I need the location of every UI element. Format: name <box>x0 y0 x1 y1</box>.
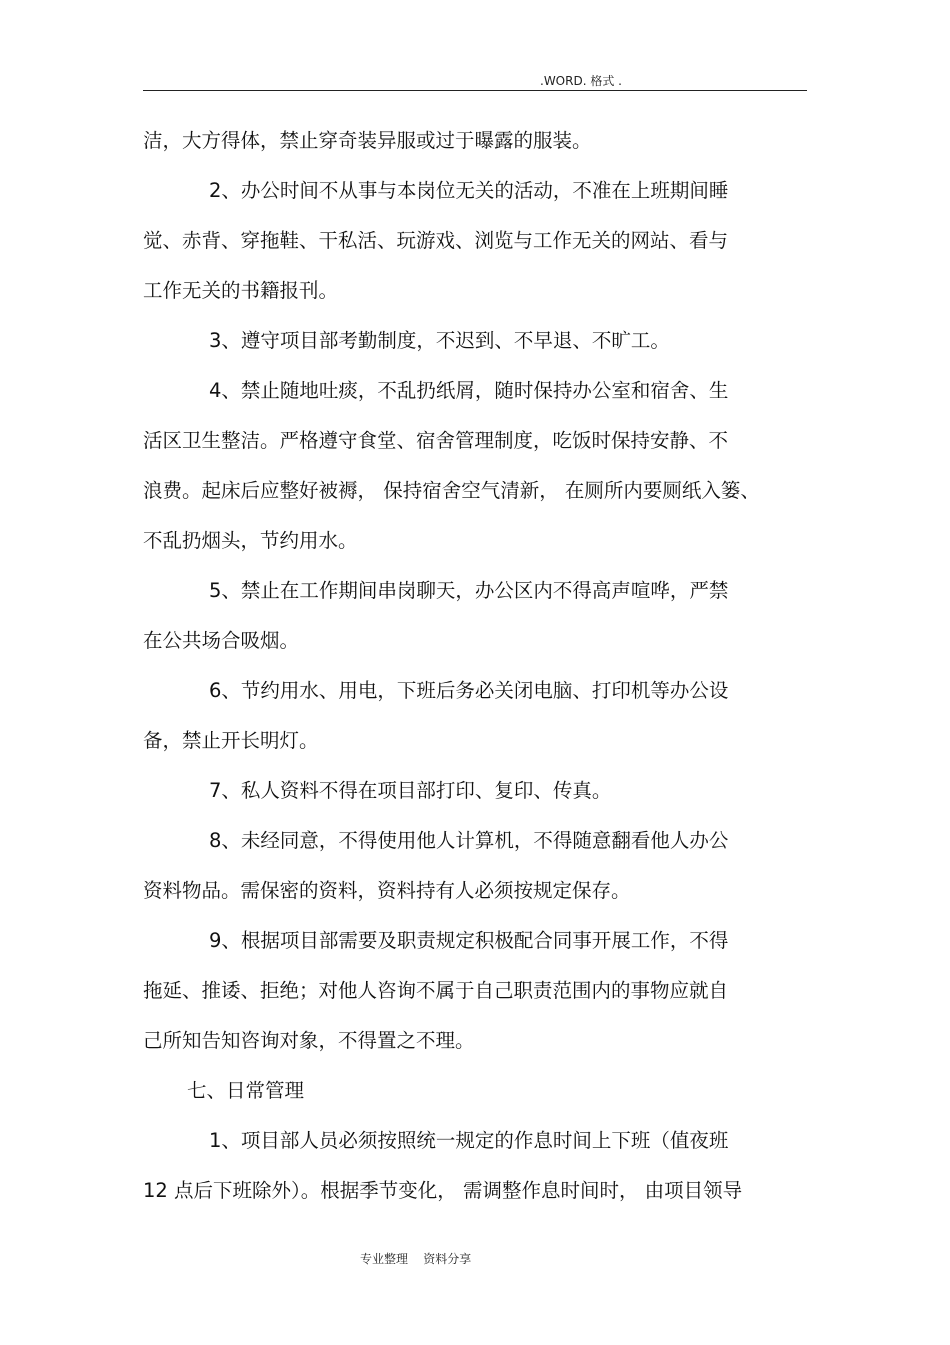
text-line: 2、办公时间不从事与本岗位无关的活动，不准在上班期间睡 <box>209 179 729 202</box>
text-line: 活区卫生整洁。严格遵守食堂、宿舍管理制度，吃饭时保持安静、不 <box>143 429 729 452</box>
text-line: 4、禁止随地吐痰，不乱扔纸屑，随时保持办公室和宿舍、生 <box>209 379 729 402</box>
text-line: 浪费。起床后应整好被褥， 保持宿舍空气清新， 在厕所内要厕纸入篓、 <box>143 479 760 502</box>
text-line: 己所知告知咨询对象，不得置之不理。 <box>143 1029 475 1052</box>
footer-label: 专业整理 资料分享 <box>360 1252 472 1266</box>
header-label: .WORD. 格式 . <box>540 74 622 88</box>
text-line: 工作无关的书籍报刊。 <box>143 279 339 302</box>
text-line: 6、节约用水、用电，下班后务必关闭电脑、打印机等办公设 <box>209 679 729 702</box>
text-line: 洁，大方得体，禁止穿奇装异服或过于曝露的服装。 <box>143 129 592 152</box>
page-footer <box>0 1250 950 1270</box>
text-line: 12 点后下班除外）。根据季节变化， 需调整作息时间时， 由项目领导 <box>143 1179 743 1202</box>
text-line: 7、私人资料不得在项目部打印、复印、传真。 <box>209 779 612 802</box>
header-divider <box>143 90 807 91</box>
text-line: 在公共场合吸烟。 <box>143 629 300 652</box>
text-line: 觉、赤背、穿拖鞋、干私活、玩游戏、浏览与工作无关的网站、看与 <box>143 229 729 252</box>
section-heading: 七、日常管理 <box>187 1079 305 1102</box>
text-line: 5、禁止在工作期间串岗聊天，办公区内不得高声喧哗，严禁 <box>209 579 729 602</box>
text-line: 资料物品。需保密的资料，资料持有人必须按规定保存。 <box>143 879 631 902</box>
text-line: 备，禁止开长明灯。 <box>143 729 319 752</box>
document-body <box>143 116 807 1216</box>
text-line: 不乱扔烟头，节约用水。 <box>143 529 358 552</box>
text-line: 9、根据项目部需要及职责规定积极配合同事开展工作，不得 <box>209 929 729 952</box>
page-header <box>0 70 950 90</box>
text-line: 3、遵守项目部考勤制度，不迟到、不早退、不旷工。 <box>209 329 670 352</box>
text-line: 1、项目部人员必须按照统一规定的作息时间上下班（值夜班 <box>209 1129 729 1152</box>
text-line: 拖延、推诿、拒绝；对他人咨询不属于自己职责范围内的事物应就自 <box>143 979 729 1002</box>
text-line: 8、未经同意，不得使用他人计算机，不得随意翻看他人办公 <box>209 829 729 852</box>
